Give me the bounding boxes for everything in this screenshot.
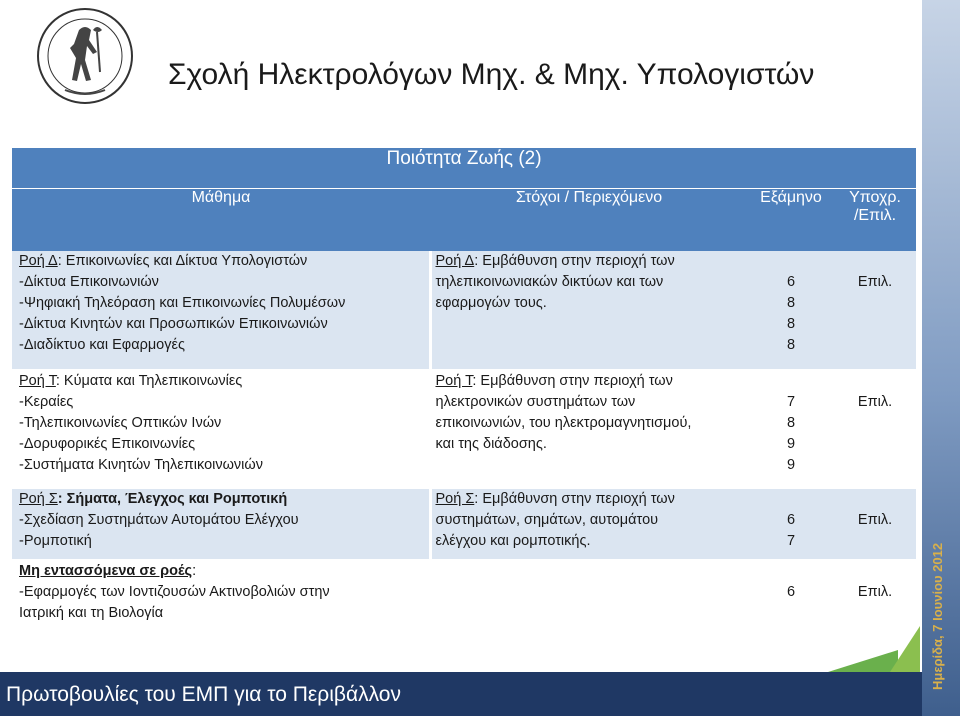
semester-value: 6 [786,274,796,290]
semester-cell [748,489,834,560]
goal-text: : Εμβάθυνση στην περιοχή των [474,253,675,269]
goal-label: Ροή Σ [435,491,475,507]
table-row [12,251,916,370]
header-type-line2: /Επιλ. [853,207,897,224]
flow-label: Ροή Τ [19,373,56,389]
flow-heading [19,489,429,510]
type-cell [834,251,916,370]
type-value: Επιλ. [857,512,893,528]
flow-title: : [192,563,197,579]
type-cell [834,561,916,633]
header-subject: Μάθημα [12,189,430,252]
goal-line: συστημάτων, σημάτων, αυτομάτου [435,512,659,528]
goals-cell [430,561,748,633]
semester-value: 8 [786,316,796,332]
table-row [12,561,916,633]
semester-value: 7 [786,394,796,410]
type-value: Επιλ. [857,394,893,410]
flow-heading [19,251,429,272]
goal-label: Ροή Δ [435,253,475,269]
goal-line: εφαρμογών τους. [435,295,547,311]
goal-line [436,371,749,392]
semester-cell [748,561,834,633]
course-item: -Δίκτυα Κινητών και Προσωπικών Επικοινωνιών [19,316,328,332]
course-item: -Συστήματα Κινητών Τηλεπικοινωνιών [19,457,263,473]
goals-cell [430,489,748,560]
semester-value: 8 [786,295,796,311]
semester-value: 7 [786,533,796,549]
course-item: -Ψηφιακή Τηλεόραση και Επικοινωνίες Πολυμέσων [19,295,346,311]
flow-title: : Επικοινωνίες και Δίκτυα Υπολογιστών [57,253,308,269]
subject-cell [12,561,430,633]
table-caption: Ποιότητα Ζωής (2) [12,148,916,189]
course-item: -Ρομποτική [19,533,92,549]
type-cell [834,371,916,488]
flow-title: : Κύματα και Τηλεπικοινωνίες [55,373,243,389]
semester-value: 6 [786,512,796,528]
type-value: Επιλ. [857,274,893,290]
footer-text: Πρωτοβουλίες του ΕΜΠ για το Περιβάλλον [6,683,401,706]
table-caption-row [12,148,916,189]
course-item: -Εφαρμογές των Ιοντιζουσών Ακτινοβολιών στην [19,584,330,600]
semester-value: 9 [786,457,796,473]
header-type [834,189,916,252]
goal-line: και της διάδοσης. [435,436,547,452]
flow-label: Ροή Σ [19,491,58,507]
flow-heading [19,371,429,392]
goal-text: : Εμβάθυνση στην περιοχή των [474,491,675,507]
course-item: -Σχεδίαση Συστημάτων Αυτομάτου Ελέγχου [19,512,299,528]
goal-line: τηλεπικοινωνιακών δικτύων και των [435,274,664,290]
flow-label: Μη εντασσόμενα σε ροές [19,563,193,579]
type-cell [834,489,916,560]
flow-heading [19,561,429,582]
semester-value: 9 [786,436,796,452]
goal-line: ελέγχου και ρομποτικής. [435,533,591,549]
courses-table [12,148,916,633]
semester-cell [748,251,834,370]
course-item: -Τηλεπικοινωνίες Οπτικών Ινών [19,415,222,431]
subject-cell [12,489,430,560]
goal-line: επικοινωνιών, του ηλεκτρομαγνητισμού, [435,415,692,431]
goal-text: : Εμβάθυνση στην περιοχή των [472,373,673,389]
header-type-line1: Υποχρ. [849,189,901,206]
page-title: Σχολή Ηλεκτρολόγων Μηχ. & Μηχ. Υπολογιστών [168,58,815,91]
table-row [12,489,916,560]
table-row [12,371,916,488]
semester-value: 6 [786,584,796,600]
course-item: -Δίκτυα Επικοινωνιών [19,274,159,290]
header-goals: Στόχοι / Περιεχόμενο [430,189,748,252]
table-header-row [12,189,916,252]
goal-label: Ροή Τ [435,373,473,389]
course-item: -Δορυφορικές Επικοινωνίες [19,436,196,452]
green-decoration [828,650,898,672]
header-semester: Εξάμηνο [748,189,834,252]
semester-value: 8 [786,415,796,431]
goals-cell [430,371,748,488]
flow-title: : Σήματα, Έλεγχος και Ρομποτική [57,491,288,507]
goal-line: ηλεκτρονικών συστημάτων των [435,394,636,410]
semester-value: 8 [786,337,796,353]
course-item: -Κεραίες [19,394,74,410]
course-item: Ιατρική και τη Βιολογία [19,605,164,621]
type-value: Επιλ. [857,584,893,600]
goal-line [436,489,749,510]
subject-cell [12,251,430,370]
goal-line [436,251,749,272]
goals-cell [430,251,748,370]
event-date-text: Ημερίδα, 7 Ιουνίου 2012 [930,542,945,690]
semester-cell [748,371,834,488]
flow-label: Ροή Δ [19,253,58,269]
ntua-logo [35,2,135,110]
course-item: -Διαδίκτυο και Εφαρμογές [19,337,185,353]
subject-cell [12,371,430,488]
